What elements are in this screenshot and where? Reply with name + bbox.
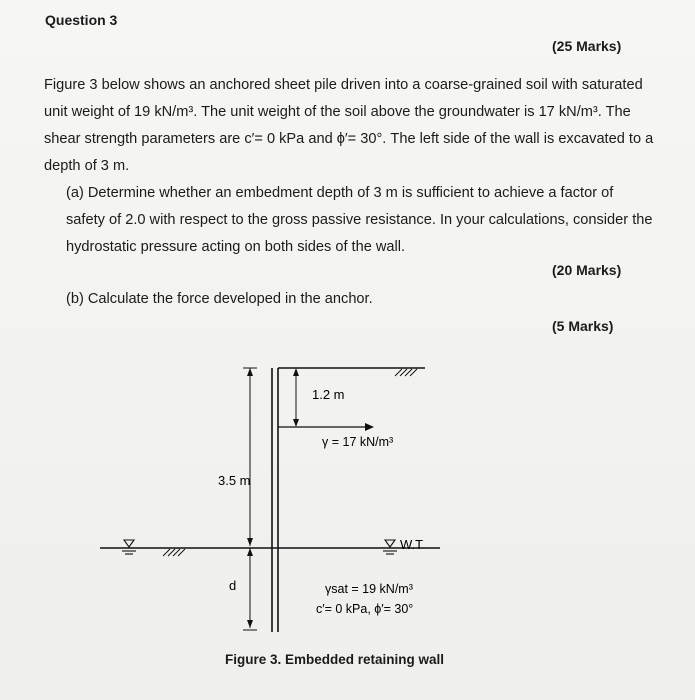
gamma-label: γ = 17 kN/m³ <box>322 435 394 449</box>
retaining-wall-figure <box>0 350 695 690</box>
part-a-marks: (20 Marks) <box>552 262 622 278</box>
question-intro: Figure 3 below shows an anchored sheet pile driven into a coarse-grained soil with saturated unit weight of 19 kN/m³. The unit weight of the soil above the groundwater is 17 kN/m³. The shear strength parameters are c′= 0 kPa and ϕ′= 30°. The left side of the wall is excavated to a depth of 3 m. <box>44 77 654 174</box>
strength-parameters-label: c′= 0 kPa, ϕ′= 30° <box>316 602 414 616</box>
water-table-label: W.T <box>400 537 424 552</box>
embedment-label: d <box>229 578 237 593</box>
anchor-depth-label: 1.2 m <box>312 387 345 402</box>
question-heading: Question 3 <box>45 12 118 28</box>
water-table-icon-right <box>383 540 397 554</box>
ground-hatch-left <box>163 549 185 556</box>
water-table-icon-left <box>122 540 136 554</box>
figure-caption: Figure 3. Embedded retaining wall <box>225 652 445 667</box>
gamma-sat-label: γsat = 19 kN/m³ <box>325 582 413 596</box>
part-b-marks: (5 Marks) <box>552 318 614 334</box>
part-b-text: (b) Calculate the force developed in the anchor. <box>66 291 373 307</box>
anchor-arrow-icon <box>365 423 374 431</box>
total-marks: (25 Marks) <box>552 38 622 54</box>
excavation-depth-label: 3.5 m <box>218 473 251 488</box>
part-a-text: (a) Determine whether an embedment depth of 3 m is sufficient to achieve a factor of safety of 2.0 with respect to the gross passive resistance. In your calculations, consider the hydrostatic pressure acting on both sides of the wall. <box>66 185 653 255</box>
ground-hatch-right <box>395 369 417 376</box>
